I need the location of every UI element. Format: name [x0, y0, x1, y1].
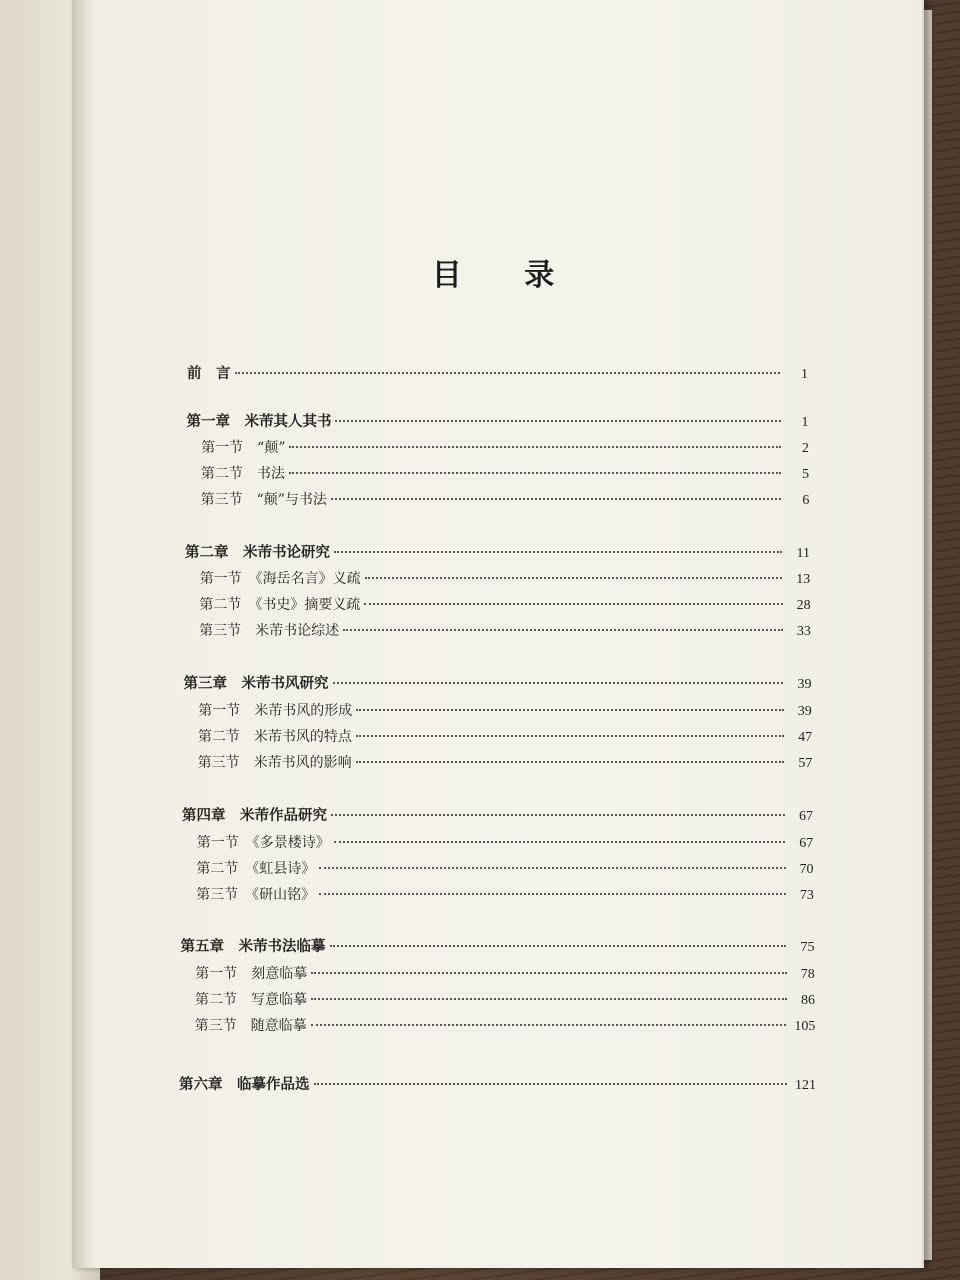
toc-page-number: 105 [794, 1019, 816, 1034]
toc-entry-label: 第四章 米芾作品研究 [182, 807, 328, 824]
dot-leader [311, 972, 787, 974]
toc-page-number: 5 [802, 467, 810, 482]
dot-leader [311, 998, 787, 1000]
toc-page-number: 6 [802, 493, 810, 508]
toc-page-number: 39 [797, 704, 812, 719]
toc-page-number: 121 [795, 1078, 816, 1093]
toc-entry-label: 第一章 米芾其人其书 [186, 413, 332, 430]
toc-entry-label: 第五章 米芾书法临摹 [180, 938, 326, 955]
dot-leader [235, 372, 781, 374]
toc-page-number: 75 [800, 940, 815, 955]
toc-chapter-entry [182, 806, 813, 827]
toc-page-number: 11 [796, 546, 810, 561]
toc-entry-label: 第三节 米芾书风的影响 [197, 755, 352, 771]
toc-chapter-entry [179, 1075, 816, 1096]
toc-chapter-entry [184, 674, 812, 695]
toc-entry-label: 第一节 刻意临摹 [195, 966, 308, 982]
dot-leader [334, 841, 786, 843]
toc-entry-label: 第二节 《虹县诗》 [196, 861, 316, 877]
toc-page-number: 73 [799, 888, 814, 903]
toc-page-number: 70 [799, 862, 814, 877]
dot-leader [335, 420, 780, 422]
toc-page-number: 39 [797, 677, 812, 692]
dot-leader [343, 629, 783, 631]
toc-page-number: 67 [798, 809, 813, 824]
dot-leader [330, 945, 787, 947]
dot-leader [289, 472, 781, 474]
toc-section-entry [198, 727, 812, 748]
dot-leader [356, 709, 784, 711]
dot-leader [311, 1024, 787, 1026]
toc-chapter-entry [181, 937, 815, 958]
toc-section-entry [201, 464, 809, 485]
toc-entry-label: 第二节 《书史》摘要义疏 [199, 597, 361, 613]
toc-page-number: 13 [796, 572, 811, 587]
toc-section-entry [199, 595, 810, 616]
dot-leader [319, 893, 786, 895]
toc-page-number: 2 [801, 441, 809, 456]
toc-entry-label: 第一节 米芾书风的形成 [198, 703, 353, 719]
toc-entry-label: 第二节 书法 [200, 466, 285, 482]
toc-section-entry [195, 990, 815, 1011]
toc-section-entry [196, 859, 813, 880]
toc-page-number: 1 [801, 415, 809, 430]
toc-page-number: 57 [798, 756, 813, 771]
toc-section-entry [198, 753, 813, 774]
toc-page-number: 1 [801, 367, 808, 382]
toc-page-number: 28 [796, 598, 811, 613]
toc-section-entry [199, 621, 811, 642]
dot-leader [319, 867, 785, 869]
toc-page-number: 78 [800, 967, 815, 982]
dot-leader [314, 1083, 788, 1085]
toc-page-number: 47 [798, 730, 813, 745]
toc-section-entry [201, 438, 809, 459]
dot-leader [364, 603, 782, 605]
toc-chapter-entry [186, 412, 808, 433]
toc-entry-label: 第一节 《海岳名言》义疏 [199, 571, 361, 587]
toc-entry-label: 第一节 《多景楼诗》 [196, 835, 330, 851]
toc-entry-label: 第三节 随意临摹 [194, 1018, 307, 1034]
toc-chapter-entry [187, 364, 808, 385]
toc-entry-label: 前 言 [187, 365, 231, 382]
toc-section-entry [195, 964, 815, 985]
toc-chapter-entry [185, 543, 810, 564]
dot-leader [334, 551, 782, 553]
dot-leader [331, 498, 782, 500]
toc-entry-label: 第三节 《研山铭》 [196, 887, 316, 903]
dot-leader [356, 735, 784, 737]
toc-section-entry [198, 701, 812, 722]
toc-section-entry [201, 490, 810, 511]
toc-entry-label: 第一节 “颠” [201, 440, 286, 456]
toc-entry-label: 第二节 米芾书风的特点 [197, 729, 352, 745]
toc-page-number: 33 [796, 624, 811, 639]
toc-section-entry [197, 833, 814, 854]
toc-section-entry [200, 569, 811, 590]
toc-entry-label: 第三节 “颠”与书法 [200, 492, 327, 508]
toc-page-number: 67 [799, 836, 814, 851]
toc-section-entry [195, 1016, 816, 1037]
toc-entry-label: 第二节 写意临摹 [194, 992, 307, 1008]
toc-entry-label: 第三节 米芾书论综述 [199, 623, 340, 639]
dot-leader [356, 761, 785, 763]
toc-entry-label: 第六章 临摹作品选 [179, 1076, 310, 1093]
toc-entry-label: 第三章 米芾书风研究 [183, 675, 329, 692]
toc-section-entry [196, 885, 814, 906]
toc-page-number: 86 [801, 993, 816, 1008]
dot-leader [365, 577, 783, 579]
dot-leader [333, 682, 784, 684]
page-title: 目 录 [431, 258, 581, 293]
dot-leader [331, 814, 785, 816]
toc-entry-label: 第二章 米芾书论研究 [184, 544, 330, 561]
dot-leader [289, 446, 780, 448]
